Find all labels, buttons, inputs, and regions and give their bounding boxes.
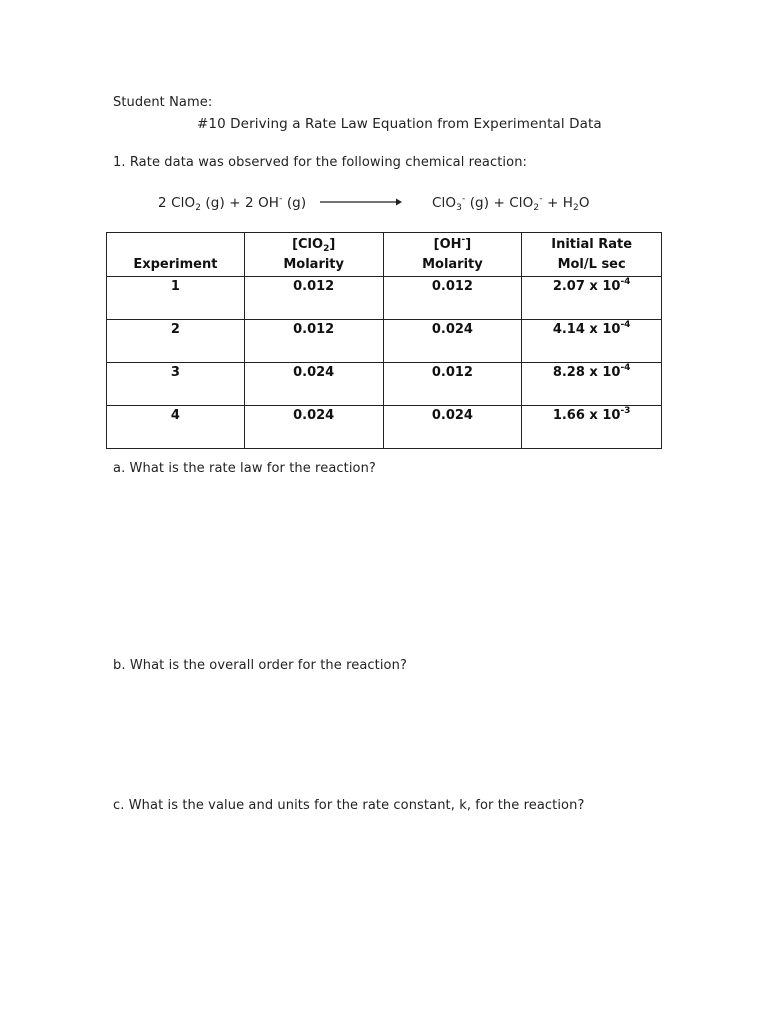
table-row [107, 406, 662, 449]
question-c-text: c. What is the value and units for the rate constant, k, for the reaction? [113, 798, 585, 813]
header-oh: [OH-] Molarity [383, 233, 522, 277]
cell-oh: 0.012 [383, 277, 522, 320]
student-name-label: Student Name: [113, 95, 213, 110]
cell-oh: 0.024 [383, 320, 522, 363]
table-row [107, 320, 662, 363]
table-header-row [107, 233, 662, 277]
cell-oh: 0.012 [383, 363, 522, 406]
cell-experiment: 2 [107, 320, 245, 363]
reaction-arrow-icon [320, 197, 402, 207]
header-clo2: [ClO$_2$] Molarity [244, 233, 383, 277]
table-row [107, 363, 662, 406]
equation-products: ClO$_3$- $(g) + ClO_2^- + H_2O$ [432, 194, 590, 213]
cell-clo2: 0.024 [244, 363, 383, 406]
cell-rate: 1.66 x $10^{-3}$ [522, 406, 662, 449]
question-1-text: 1. Rate data was observed for the following chemical reaction: [113, 155, 528, 170]
question-a-text: a. What is the rate law for the reaction? [113, 461, 376, 476]
header-initial-rate: Initial Rate Mol/L sec [522, 233, 662, 277]
equation-reactants: 2 ClO$_2$ (g) + 2 OH- (g) [158, 194, 307, 213]
cell-experiment: 1 [107, 277, 245, 320]
worksheet-title: #10 Deriving a Rate Law Equation from Experimental Data [197, 116, 602, 132]
question-b-text: b. What is the overall order for the reaction? [113, 658, 407, 673]
cell-rate: 8.28 x $10^{-4}$ [522, 363, 662, 406]
cell-rate: 4.14 x $10^{-4}$ [522, 320, 662, 363]
cell-rate: 2.07 x $10^{-4}$ [522, 277, 662, 320]
cell-clo2: 0.024 [244, 406, 383, 449]
header-experiment: Experiment [107, 233, 245, 277]
cell-experiment: 3 [107, 363, 245, 406]
table-row [107, 277, 662, 320]
cell-oh: 0.024 [383, 406, 522, 449]
cell-clo2: 0.012 [244, 320, 383, 363]
cell-clo2: 0.012 [244, 277, 383, 320]
rate-data-table [106, 232, 662, 449]
cell-experiment: 4 [107, 406, 245, 449]
